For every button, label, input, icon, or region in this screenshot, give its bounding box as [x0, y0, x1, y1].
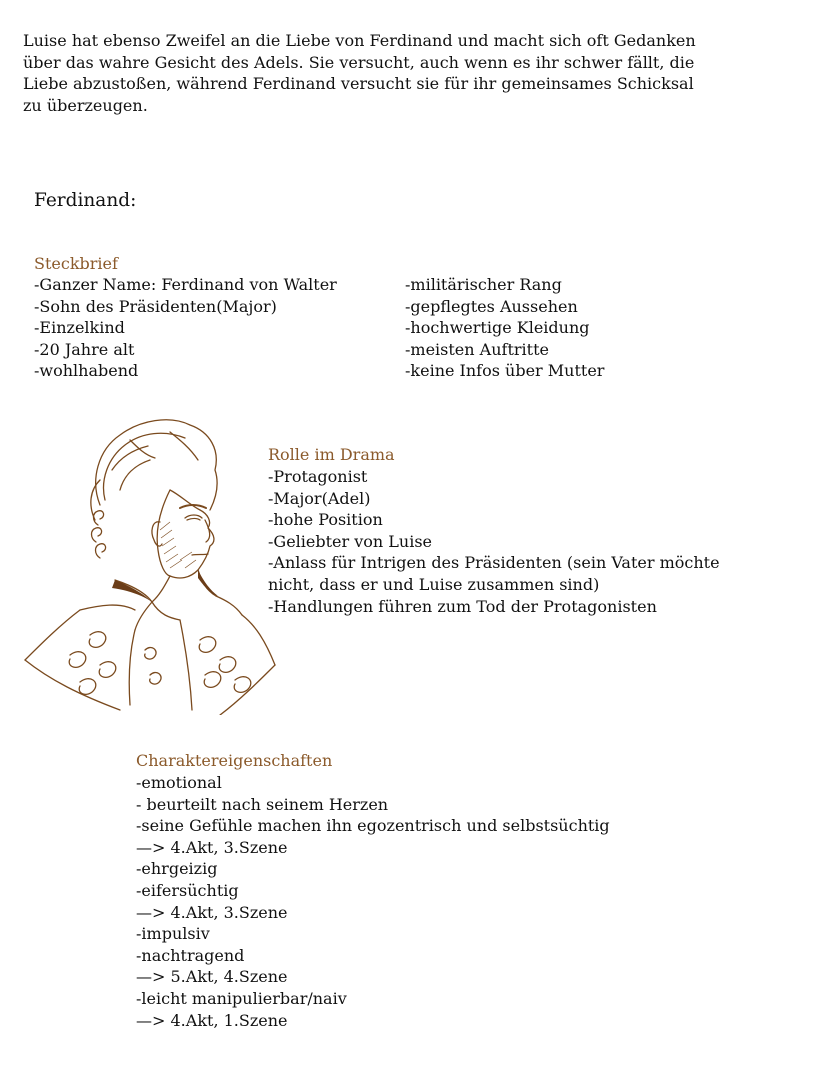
list-item: -hochwertige Kleidung	[405, 318, 590, 338]
steckbrief-title: Steckbrief	[34, 254, 118, 273]
list-item: -Handlungen führen zum Tod der Protagonisten	[268, 596, 657, 616]
list-item: -Ganzer Name: Ferdinand von Walter	[34, 275, 337, 294]
rolle-list	[268, 466, 720, 617]
steckbrief-left-list	[34, 274, 337, 382]
portrait-illustration	[20, 410, 278, 715]
list-item: -leicht manipulierbar/naiv	[136, 988, 347, 1008]
list-item: -emotional	[136, 773, 222, 792]
list-item: -eifersüchtig	[136, 880, 239, 900]
intro-line: zu überzeugen.	[23, 95, 148, 115]
list-item: -Sohn des Präsidenten(Major)	[34, 296, 277, 316]
list-item: -militärischer Rang	[405, 275, 562, 294]
list-item: - beurteilt nach seinem Herzen	[136, 794, 389, 814]
list-item: -impulsiv	[136, 924, 210, 944]
list-item: -Major(Adel)	[268, 488, 371, 508]
list-item: -meisten Auftritte	[405, 339, 549, 359]
intro-paragraph	[23, 30, 783, 116]
rolle-title: Rolle im Drama	[268, 445, 395, 464]
list-item: -nachtragend	[136, 945, 245, 965]
list-item: -keine Infos über Mutter	[405, 361, 605, 381]
list-item: -Anlass für Intrigen des Präsidenten (sein Vater möchte	[268, 553, 720, 573]
steckbrief-right-list	[405, 274, 604, 382]
list-item: -20 Jahre alt	[34, 339, 135, 359]
list-item: —> 5.Akt, 4.Szene	[136, 967, 288, 987]
eigenschaften-title: Charaktereigenschaften	[136, 751, 333, 770]
intro-line: Liebe abzustoßen, während Ferdinand versucht sie für ihr gemeinsames Schicksal	[23, 74, 694, 94]
eigenschaften-list	[136, 772, 610, 1031]
list-item: -hohe Position	[268, 510, 383, 530]
list-item: -Einzelkind	[34, 318, 125, 338]
list-item: -Geliebter von Luise	[268, 531, 433, 551]
list-item: —> 4.Akt, 3.Szene	[136, 902, 288, 922]
list-item: nicht, dass er und Luise zusammen sind)	[268, 574, 600, 594]
list-item: -seine Gefühle machen ihn egozentrisch und selbstsüchtig	[136, 816, 610, 836]
list-item: -wohlhabend	[34, 361, 139, 381]
list-item: —> 4.Akt, 3.Szene	[136, 837, 288, 857]
list-item: —> 4.Akt, 1.Szene	[136, 1010, 288, 1030]
intro-line: Luise hat ebenso Zweifel an die Liebe von Ferdinand und macht sich oft Gedanken	[23, 31, 696, 50]
intro-line: über das wahre Gesicht des Adels. Sie versucht, auch wenn es ihr schwer fällt, die	[23, 52, 695, 72]
list-item: -ehrgeizig	[136, 859, 218, 879]
character-heading: Ferdinand:	[34, 190, 137, 211]
list-item: -gepflegtes Aussehen	[405, 296, 578, 316]
list-item: -Protagonist	[268, 467, 368, 486]
